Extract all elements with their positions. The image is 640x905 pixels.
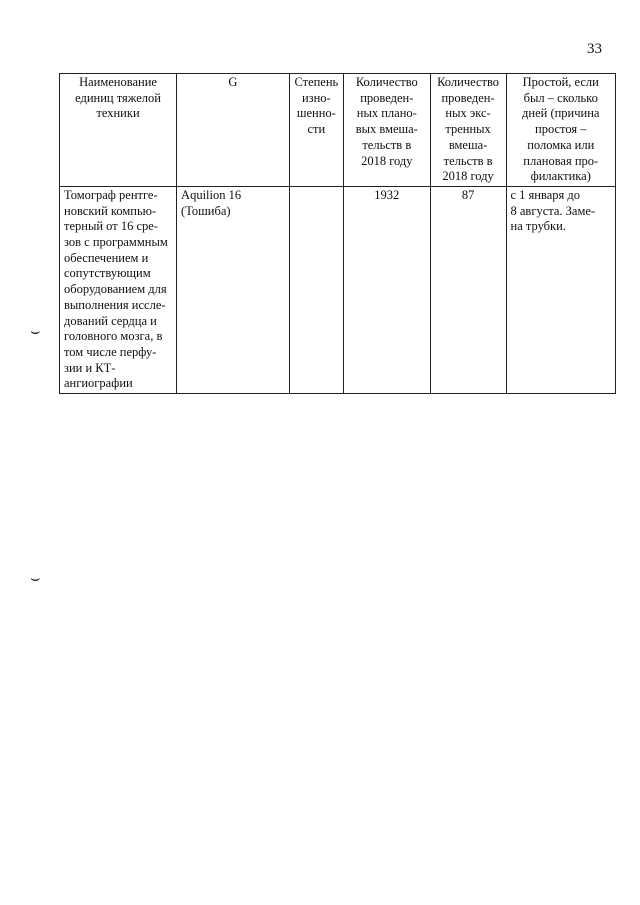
cell-downtime: с 1 января до 8 августа. Заме- на трубки. <box>506 186 616 393</box>
scan-mark-bottom: ⌣ <box>30 570 41 587</box>
cell-planned: 1932 <box>343 186 430 393</box>
cell-emergency: 87 <box>430 186 506 393</box>
table-header-row <box>60 74 616 187</box>
equipment-table <box>59 73 616 394</box>
header-name: Наименование единиц тяжелой техники <box>60 74 177 187</box>
header-wear: Степень изно- шенно- сти <box>289 74 343 187</box>
header-planned: Количество проведен- ных плано- вых вмеша- тельств в 2018 году <box>343 74 430 187</box>
header-emergency: Количество проведен- ных экс- тренных вмеша- тельств в 2018 году <box>430 74 506 187</box>
table-row <box>60 186 616 393</box>
header-downtime: Простой, если был – сколько дней (причина простоя – поломка или плановая про- филактика) <box>506 74 616 187</box>
scan-mark-top: ⌣ <box>30 323 41 340</box>
header-g: G <box>177 74 290 187</box>
cell-model: Aquilion 16 (Тошиба) <box>177 186 290 393</box>
cell-wear <box>289 186 343 393</box>
cell-name: Томограф рентге- новский компью- терный от 16 сре- зов с программным обеспечением и сопутствующим оборудованием для выполнения иссле- дований сердца и головного мозга, в том числе перфу- зии и КТ- ангиографии <box>60 186 177 393</box>
page-number: 33 <box>587 41 602 57</box>
